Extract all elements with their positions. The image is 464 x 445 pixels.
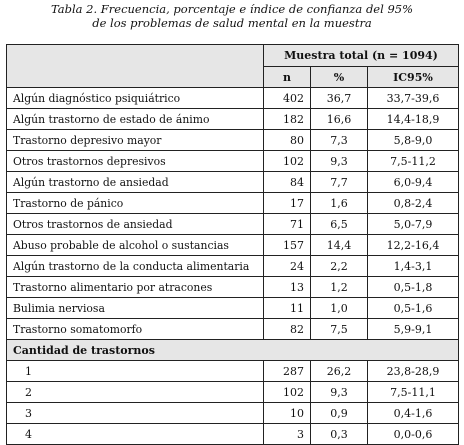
data-table: [6, 44, 459, 445]
row-label: Otros trastornos depresivos: [7, 151, 264, 172]
cell-ic: 0,4-1,6: [368, 403, 459, 424]
row-label: Algún trastorno de la conducta alimentaria: [7, 256, 264, 277]
cell-n: 13: [264, 277, 311, 298]
cell-ic: 1,4-3,1: [368, 256, 459, 277]
section-row: [7, 340, 459, 361]
header-row-group: [7, 45, 459, 67]
cell-ic: 12,2-16,4: [368, 235, 459, 256]
row-label: 3: [7, 403, 264, 424]
row-label: Bulimia nerviosa: [7, 298, 264, 319]
header-blank-cell: [7, 45, 264, 88]
cell-pct: 1,0: [311, 298, 368, 319]
row-label: 1: [7, 361, 264, 382]
column-header-n: n: [264, 67, 311, 88]
cell-n: 82: [264, 319, 311, 340]
cell-pct: 7,3: [311, 130, 368, 151]
table-row: [7, 382, 459, 403]
cell-pct: 7,5: [311, 319, 368, 340]
table-caption: [0, 2, 464, 30]
row-label: Algún diagnóstico psiquiátrico: [7, 88, 264, 109]
row-label: Otros trastornos de ansiedad: [7, 214, 264, 235]
cell-n: 84: [264, 172, 311, 193]
cell-ic: 7,5-11,2: [368, 151, 459, 172]
cell-ic: 5,9-9,1: [368, 319, 459, 340]
table-row: [7, 172, 459, 193]
cell-pct: 9,3: [311, 151, 368, 172]
cell-n: 182: [264, 109, 311, 130]
table-row: [7, 109, 459, 130]
table-row: [7, 277, 459, 298]
row-label: Abuso probable de alcohol o sustancias: [7, 235, 264, 256]
cell-ic: 0,5-1,6: [368, 298, 459, 319]
row-label: 4: [7, 424, 264, 445]
cell-ic: 0,0-0,6: [368, 424, 459, 445]
cell-n: 71: [264, 214, 311, 235]
table-row: [7, 361, 459, 382]
row-label: Trastorno de pánico: [7, 193, 264, 214]
row-label: Trastorno somatomorfo: [7, 319, 264, 340]
table-row: [7, 151, 459, 172]
row-label: Algún trastorno de ansiedad: [7, 172, 264, 193]
table-row: [7, 256, 459, 277]
cell-pct: 9,3: [311, 382, 368, 403]
cell-n: 102: [264, 151, 311, 172]
column-header-pct: %: [311, 67, 368, 88]
cell-pct: 2,2: [311, 256, 368, 277]
caption-line-1: Tabla 2. Frecuencia, porcentaje e índice de confianza del 95%: [50, 2, 414, 16]
cell-n: 287: [264, 361, 311, 382]
row-label: Trastorno depresivo mayor: [7, 130, 264, 151]
column-header-ic: IC95%: [368, 67, 459, 88]
row-label: Trastorno alimentario por atracones: [7, 277, 264, 298]
cell-n: 157: [264, 235, 311, 256]
cell-n: 11: [264, 298, 311, 319]
caption-line-2: de los problemas de salud mental en la muestra: [92, 16, 372, 30]
table-row: [7, 319, 459, 340]
cell-ic: 33,7-39,6: [368, 88, 459, 109]
cell-n: 24: [264, 256, 311, 277]
cell-ic: 0,8-2,4: [368, 193, 459, 214]
cell-ic: 14,4-18,9: [368, 109, 459, 130]
cell-n: 402: [264, 88, 311, 109]
table-row: [7, 424, 459, 445]
cell-pct: 26,2: [311, 361, 368, 382]
cell-pct: 7,7: [311, 172, 368, 193]
table-row: [7, 88, 459, 109]
group-header: Muestra total (n = 1094): [264, 45, 459, 67]
table-row: [7, 214, 459, 235]
table-row: [7, 235, 459, 256]
cell-pct: 1,6: [311, 193, 368, 214]
table-row: [7, 298, 459, 319]
cell-pct: 16,6: [311, 109, 368, 130]
cell-ic: 5,0-7,9: [368, 214, 459, 235]
table-row: [7, 403, 459, 424]
cell-ic: 0,5-1,8: [368, 277, 459, 298]
cell-ic: 7,5-11,1: [368, 382, 459, 403]
cell-n: 17: [264, 193, 311, 214]
cell-n: 80: [264, 130, 311, 151]
cell-n: 10: [264, 403, 311, 424]
section-label: Cantidad de trastornos: [7, 340, 459, 361]
cell-n: 3: [264, 424, 311, 445]
cell-pct: 6,5: [311, 214, 368, 235]
cell-ic: 6,0-9,4: [368, 172, 459, 193]
cell-ic: 5,8-9,0: [368, 130, 459, 151]
cell-pct: 1,2: [311, 277, 368, 298]
cell-pct: 36,7: [311, 88, 368, 109]
cell-pct: 14,4: [311, 235, 368, 256]
cell-pct: 0,9: [311, 403, 368, 424]
table-row: [7, 130, 459, 151]
row-label: Algún trastorno de estado de ánimo: [7, 109, 264, 130]
cell-pct: 0,3: [311, 424, 368, 445]
cell-n: 102: [264, 382, 311, 403]
row-label: 2: [7, 382, 264, 403]
table-row: [7, 193, 459, 214]
cell-ic: 23,8-28,9: [368, 361, 459, 382]
